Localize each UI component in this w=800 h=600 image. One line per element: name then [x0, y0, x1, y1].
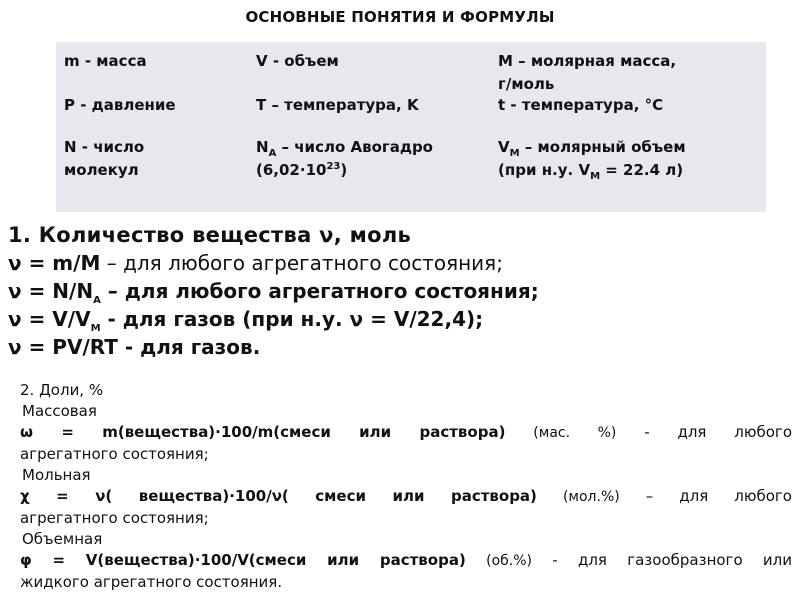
molar-fraction-label: Мольная [22, 466, 91, 484]
def-molecules: N - число молекул [64, 138, 145, 179]
mass-fraction-formula: ω = m(вещества)·100/m(смеси или раствора) (мас. %) - для любого [20, 423, 792, 441]
def-temperature-k: T – температура, K [256, 96, 419, 114]
mass-fraction-label: Массовая [22, 402, 97, 420]
def-molar-mass: M – молярная масса, г/моль [498, 52, 677, 93]
def-mass: m - масса [64, 52, 147, 70]
formula-particles-over-avogadro: $\nu = N/N_A$ – для любого агрегатного состояния; [8, 279, 539, 306]
formula-ideal-gas: ν = PV/RT - для газов. [8, 335, 261, 359]
mass-fraction-line2: агрегатного состояния; [20, 445, 209, 463]
section-1-heading: 1. Количество вещества ν, моль [8, 223, 412, 247]
definitions-panel [56, 42, 766, 212]
molar-fraction-formula: χ = ν( вещества)·100/ν( смеси или раствора) (мол.%) – для любого [20, 487, 792, 505]
formula-volume-over-molar-volume: $\nu = V/V_M$ - для газов (при н.у. ν = V/22,4); [8, 307, 484, 334]
def-pressure: P - давление [64, 96, 176, 114]
formula-mass-over-molar-mass: ν = m/M – для любого агрегатного состояния; [8, 251, 503, 275]
volume-fraction-formula: φ = V(вещества)·100/V(смеси или раствора) (об.%) - для газообразного или [20, 551, 792, 569]
page-title: ОСНОВНЫЕ ПОНЯТИЯ И ФОРМУЛЫ [245, 8, 555, 26]
def-avogadro: $N_A$ – число Авогадро $(6,02\cdot 10^{23})$ [256, 138, 433, 179]
molar-fraction-line2: агрегатного состояния; [20, 509, 209, 527]
volume-fraction-label: Объемная [22, 530, 103, 548]
fractions-section [20, 380, 792, 593]
def-molar-volume: $V_M$ – молярный объем (при н.у. $V_M = 22.4$ л) [498, 138, 686, 182]
section-2-heading: 2. Доли, % [20, 381, 104, 399]
def-volume: V - объем [256, 52, 339, 70]
volume-fraction-line2: жидкого агрегатного состояния. [20, 573, 283, 591]
amount-of-substance-section [8, 222, 788, 361]
def-temperature-c: t - температура, °C [498, 96, 664, 114]
